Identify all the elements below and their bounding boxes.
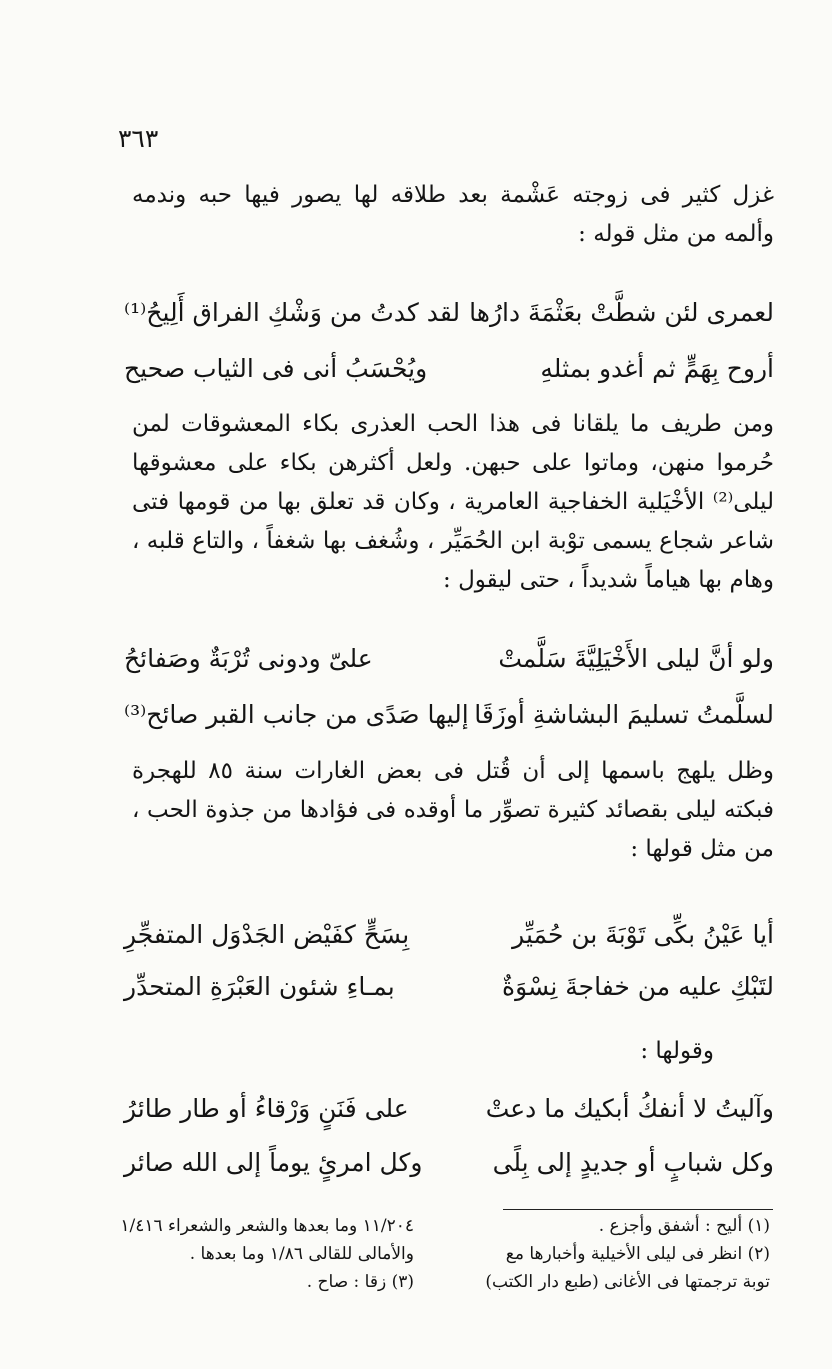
poem1-line1-first-hemistich: لعمرى لئن شطَّتْ بعَثْمَةَ دارُها [469,297,774,327]
poem4-line2-first-hemistich: وكل شبابٍ أو جديدٍ إلى بِلًى [492,1147,774,1177]
footnote-2-continued-line1: ١١/٢٠٤ وما بعدها والشعر والشعراء ١/٤١٦ [120,1216,414,1236]
footnote-1: (١) أليح : أشفق وأجزع . [598,1216,770,1236]
poem4-line1 [124,1084,774,1132]
footnotes-left-column [120,1212,414,1296]
poem1-line2 [124,344,774,392]
poem4-line2-second-hemistich: وكل امرئٍ يوماً إلى الله صائر [124,1147,423,1177]
poem3-line2-first-hemistich: لتَبْكِ عليه من خفاجةَ نِسْوَةٌ [502,971,774,1001]
poem2-line2-first-hemistich: لسلَّمتُ تسليمَ البشاشةِ أوزَقَا [474,699,774,729]
footnote-separator [503,1209,773,1210]
poem4-line2 [124,1138,774,1186]
poem1-line2-first-hemistich: أروح بِهَمٍّ ثم أغدو بمثلهِ [540,353,774,383]
poem4-line1-first-hemistich: وآليتُ لا أنفكُ أبكيك ما دعتْ [485,1093,774,1123]
paragraph-3: وظل يلهج باسمها إلى أن قُتل فى بعض الغارات سنة ٨٥ للهجرة فبكته ليلى بقصائد كثيرة تصوِّر ما أوقده فى فؤادها من جذوة الحب ، من مثل قولها : [132,758,774,862]
footnotes-right-column [485,1212,770,1296]
poem3-line2 [124,962,774,1010]
poem3-line1 [124,910,774,958]
poem1-line1 [124,288,774,336]
footnote-3: (٣) زقا : صاح . [306,1272,414,1292]
poem3-line1-first-hemistich: أيا عَيْنُ بكِّى تَوْبَةَ بن حُمَيِّر [512,919,774,949]
poem4-line1-second-hemistich: على فَنَنٍ وَرْقاءُ أو طار طائرُ [124,1093,409,1123]
footnote-2-continued-line2: والأمالى للقالى ١/٨٦ وما بعدها . [189,1244,414,1264]
poem2-line2-second-hemistich: إليها صَدًى من جانب القبر صائح⁽³⁾ [124,699,469,729]
poem2-line1-first-hemistich: ولو أنَّ ليلى الأَخْيَلِيَّةَ سَلَّمتْ [498,643,774,673]
poem3-line2-second-hemistich: بمـاءِ شئون العَبْرَةِ المتحدِّر [124,971,395,1001]
paragraph-2: ومن طريف ما يلقانا فى هذا الحب العذرى بكاء المعشوقات لمن حُرموا منهن، وماتوا على حبهن. ولعل أكثرهن بكاء على معشوقها ليلى⁽²⁾ الأخْيَلية الخفاجية العامرية ، وكان قد تعلق بها من قومها فتى شاعر شجاع يسمى توْبة ابن الحُمَيِّر ، وشُغف بها شغفاً ، والتاع قلبه ، وهام بها هياماً شديداً ، حتى ليقول : [132,411,774,593]
poem2-line1 [124,634,774,682]
poem2-line1-second-hemistich: علىّ ودونى تُرْبَةٌ وصَفائحُ [124,643,373,673]
footnote-2-line1: (٢) انظر فى ليلى الأخيلية وأخبارها مع [505,1244,770,1264]
poem1-line2-second-hemistich: ويُحْسَبُ أنى فى الثياب صحيح [124,353,428,383]
page-number: ٣٦٣ [118,124,159,153]
poem1-line1-second-hemistich: لقد كدتُ من وَشْكِ الفراق أَلِيحُ⁽¹⁾ [124,297,461,327]
poem4-label: وقولها : [640,1038,714,1064]
poem3-line1-second-hemistich: بِسَحٍّ كفَيْض الجَدْوَل المتفجِّرِ [124,919,410,949]
footnote-2-line2: توبة ترجمتها فى الأغانى (طبع دار الكتب) [485,1272,770,1292]
poem2-line2 [124,690,774,738]
intro-paragraph: غزل كثير فى زوجته عَشْمة بعد طلاقه لها يصور فيها حبه وندمه وألمه من مثل قوله : [132,182,774,247]
